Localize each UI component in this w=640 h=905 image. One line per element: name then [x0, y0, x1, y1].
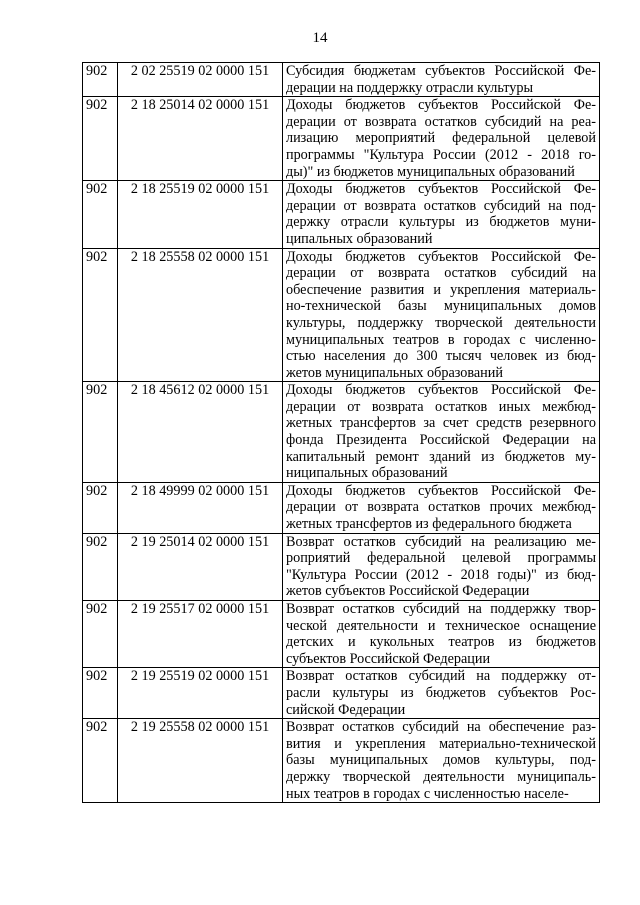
budget-classification-code-cell: 2 02 25519 02 0000 151 — [118, 63, 283, 97]
budget-classification-code-cell: 2 19 25519 02 0000 151 — [118, 668, 283, 719]
revenue-name-line: ципальных образований — [286, 230, 433, 247]
revenue-name-line: программы "Культура России (2012 - 2018 го- — [286, 146, 596, 163]
revenue-name-cell — [283, 97, 600, 181]
admin-code-cell: 902 — [83, 181, 118, 248]
revenue-name-line: обеспечение развития и укрепления материаль- — [286, 281, 596, 298]
revenue-name-cell — [283, 533, 600, 600]
revenue-name-line: дерации от возврата остатков прочих межбюд- — [286, 499, 596, 516]
revenue-name-line: дерации от возврата остатков иных межбюд- — [286, 398, 596, 415]
revenue-name-line: субъектов Российской Федерации — [286, 650, 491, 667]
revenue-name-cell — [283, 668, 600, 719]
revenue-name-line: фонда Президента Российской Федерации на — [286, 432, 596, 449]
revenue-name-line: дерации на поддержку отрасли культуры — [286, 79, 533, 96]
revenue-name-line: жетных трансфертов за счет средств резервного — [286, 415, 596, 432]
revenue-name-line: лизацию мероприятий федеральной целевой — [286, 130, 596, 147]
revenue-name-line: ных театров в городах с численностью населе- — [286, 785, 569, 802]
budget-classification-code-cell: 2 18 49999 02 0000 151 — [118, 482, 283, 533]
revenue-name-line: жетов субъектов Российской Федерации — [286, 583, 530, 600]
revenue-name-cell — [283, 181, 600, 248]
revenue-name-line: Субсидия бюджетам субъектов Российской Фе- — [286, 63, 596, 79]
table-row — [83, 248, 600, 382]
revenue-name-line: вития и укрепления материально-технической — [286, 735, 596, 752]
admin-code-cell: 902 — [83, 382, 118, 483]
budget-classification-code-cell: 2 18 25014 02 0000 151 — [118, 97, 283, 181]
revenue-name-line: Возврат остатков субсидий на поддержку твор- — [286, 601, 596, 617]
budget-classification-code-cell: 2 18 45612 02 0000 151 — [118, 382, 283, 483]
table-row — [83, 533, 600, 600]
revenue-name-cell — [283, 248, 600, 382]
admin-code-cell: 902 — [83, 533, 118, 600]
revenue-name-line: дерации от возврата остатков субсидий на — [286, 265, 596, 282]
revenue-name-line: Доходы бюджетов субъектов Российской Фе- — [286, 248, 596, 265]
revenue-name-line: капитальный ремонт зданий из бюджетов му- — [286, 448, 596, 465]
budget-classification-code-cell: 2 19 25558 02 0000 151 — [118, 719, 283, 803]
budget-classification-code-cell: 2 19 25014 02 0000 151 — [118, 533, 283, 600]
revenue-name-line: дерации от возврата остатков субсидий на реа- — [286, 113, 596, 130]
revenue-name-line: жетных трансфертов из федерального бюджета — [286, 516, 572, 533]
admin-code-cell: 902 — [83, 97, 118, 181]
revenue-name-line: культуры, поддержку творческой деятельности — [286, 314, 596, 331]
admin-code-cell: 902 — [83, 63, 118, 97]
revenue-name-line: ды)" из бюджетов муниципальных образований — [286, 163, 575, 180]
table-row — [83, 601, 600, 668]
revenue-name-line: расли культуры из бюджетов субъектов Рос- — [286, 684, 596, 701]
revenue-name-line: держку отрасли культуры из бюджетов муни- — [286, 214, 596, 231]
budget-classification-code-cell: 2 18 25519 02 0000 151 — [118, 181, 283, 248]
revenue-name-cell — [283, 601, 600, 668]
revenue-name-line: роприятий федеральной целевой программы — [286, 550, 596, 567]
revenue-name-line: муниципальных театров в городах с численно- — [286, 331, 596, 348]
admin-code-cell: 902 — [83, 668, 118, 719]
revenue-name-line: сийской Федерации — [286, 701, 406, 718]
budget-classification-code-cell: 2 19 25517 02 0000 151 — [118, 601, 283, 668]
budget-codes-table — [82, 62, 600, 803]
table-row — [83, 482, 600, 533]
revenue-name-line: жетов муниципальных образований — [286, 364, 503, 381]
revenue-name-line: детских и кукольных театров из бюджетов — [286, 634, 596, 651]
budget-classification-code-cell: 2 18 25558 02 0000 151 — [118, 248, 283, 382]
revenue-name-cell — [283, 63, 600, 97]
page-number: 14 — [312, 30, 328, 46]
revenue-name-line: Доходы бюджетов субъектов Российской Фе- — [286, 482, 596, 499]
revenue-name-line: Доходы бюджетов субъектов Российской Фе- — [286, 382, 596, 399]
revenue-name-line: Возврат остатков субсидий на обеспечение раз- — [286, 719, 596, 736]
table-row — [83, 668, 600, 719]
admin-code-cell: 902 — [83, 601, 118, 668]
revenue-name-line: Доходы бюджетов субъектов Российской Фе- — [286, 181, 596, 198]
revenue-name-line: стью населения до 300 тысяч человек из бюд- — [286, 348, 596, 365]
revenue-name-line: Возврат остатков субсидий на поддержку от- — [286, 668, 596, 685]
admin-code-cell: 902 — [83, 719, 118, 803]
admin-code-cell: 902 — [83, 482, 118, 533]
revenue-name-line: держку творческой деятельности муниципаль- — [286, 768, 596, 785]
revenue-name-line: Возврат остатков субсидий на реализацию ме- — [286, 533, 596, 550]
admin-code-cell: 902 — [83, 248, 118, 382]
revenue-name-line: Доходы бюджетов субъектов Российской Фе- — [286, 97, 596, 114]
table-row — [83, 719, 600, 803]
table-row — [83, 97, 600, 181]
table-row — [83, 181, 600, 248]
table-row — [83, 382, 600, 483]
revenue-name-line: "Культура России (2012 - 2018 годы)" из бюд- — [286, 566, 596, 583]
revenue-name-line: ческой деятельности и техническое оснащение — [286, 617, 596, 634]
revenue-name-cell — [283, 482, 600, 533]
revenue-name-line: но-технической базы муниципальных домов — [286, 298, 596, 315]
table-row — [83, 63, 600, 97]
revenue-name-line: ниципальных образований — [286, 465, 448, 482]
revenue-name-cell — [283, 382, 600, 483]
revenue-name-line: базы муниципальных домов культуры, под- — [286, 752, 596, 769]
revenue-name-line: дерации от возврата остатков субсидий на под- — [286, 197, 596, 214]
revenue-name-cell — [283, 719, 600, 803]
